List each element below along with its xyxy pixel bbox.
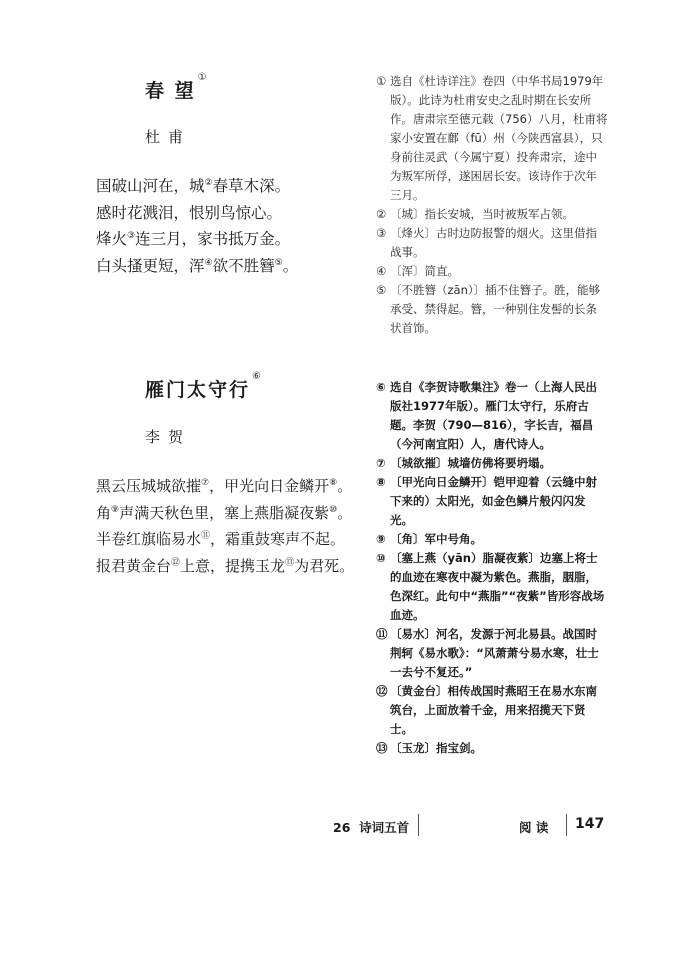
poem2-line-3: 半卷红旗临易水⑪，霜重鼓寒声不起。 bbox=[96, 530, 346, 548]
poem2-body bbox=[96, 473, 354, 579]
poem2-line-4: 报君黄金台⑫上意，提携玉龙⑬为君死。 bbox=[96, 556, 355, 575]
footnote-8: ⑧ 〔甲光向日金鳞开〕铠甲迎着（云缝中射下来的）太阳光，如金色鳞片般闪闪发光。 bbox=[376, 475, 597, 527]
poem1-author: 杜甫 bbox=[145, 128, 192, 146]
poem1-notes bbox=[376, 72, 608, 338]
poem1-line-2: 感时花溅泪，恨别鸟惊心。 bbox=[96, 203, 283, 222]
footnote-2: ② 〔城〕指长安城，当时被叛军占领。 bbox=[376, 207, 574, 221]
footnote-6: ⑥ 选自《李贺诗歌集注》卷一（上海人民出版社1977年版）。雁门太守行，乐府古题。李贺（790—816），字长吉，福昌（今河南宜阳）人，唐代诗人。 bbox=[376, 380, 597, 451]
poem1-title-mark: ① bbox=[197, 72, 209, 83]
footnote-10: ⑩ 〔塞上燕（yān）脂凝夜紫〕边塞上将士的血迹在寒夜中凝为紫色。燕脂，胭脂，色深红。此句中“燕脂”“夜紫”皆形容战场血迹。 bbox=[376, 551, 605, 622]
footnote-11: ⑪ 〔易水〕河名，发源于河北易县。战国时荆轲《易水歌》：“风萧萧兮易水寒，壮士一去兮不复还。” bbox=[376, 627, 599, 679]
poem1-body bbox=[96, 173, 298, 279]
section-label: 阅 读 bbox=[519, 820, 549, 835]
footnote-3: ③ 〔烽火〕古时边防报警的烟火。这里借指战事。 bbox=[376, 226, 597, 259]
poem1-line-3: 烽火③连三月，家书抵万金。 bbox=[96, 230, 291, 248]
footnote-13: ⑬ 〔玉龙〕指宝剑。 bbox=[376, 741, 482, 755]
footnote-5: ⑤ 〔不胜簪（zān）〕插不住簪子。胜，能够承受、禁得起。簪，一种别住发髻的长条状首饰。 bbox=[376, 283, 601, 335]
poem2-title bbox=[145, 371, 263, 402]
poem1-title-text: 春 望 bbox=[145, 80, 196, 102]
poem2-author: 李贺 bbox=[145, 428, 192, 446]
footer-divider-right bbox=[566, 814, 567, 836]
poem2-notes bbox=[376, 378, 608, 758]
footnote-12: ⑫ 〔黄金台〕相传战国时燕昭王在易水东南筑台，上面放着千金，用来招揽天下贤士。 bbox=[376, 684, 597, 736]
footnote-9: ⑨ 〔角〕军中号角。 bbox=[376, 532, 482, 546]
poem1-title bbox=[145, 72, 209, 103]
poem2-line-1: 黑云压城城欲摧⑦，甲光向日金鳞开⑧。 bbox=[96, 477, 353, 495]
poem2-title-text: 雁门太守行 bbox=[145, 379, 251, 401]
footnote-7: ⑦ 〔城欲摧〕城墙仿佛将要坍塌。 bbox=[376, 456, 551, 470]
poem2-title-mark: ⑥ bbox=[252, 371, 263, 382]
footer-divider-left bbox=[418, 814, 419, 836]
footnote-1: ① 选自《杜诗详注》卷四（中华书局1979年版）。此诗为杜甫安史之乱时期在长安所作。唐肃宗至德元载（756）八月，杜甫将家小安置在鄜（fū）州（今陕西富县），只身前往灵武（今属宁夏）投奔肃宗，途中为叛军所俘，遂困居长安。该诗作于次年三月。 bbox=[376, 74, 608, 202]
lesson-label: 26 诗词五首 bbox=[333, 820, 410, 835]
poem2-line-2: 角⑨声满天秋色里，塞上燕脂凝夜紫⑩。 bbox=[96, 503, 353, 522]
page-number: 147 bbox=[575, 816, 605, 832]
poem1-line-1: 国破山河在，城②春草木深。 bbox=[96, 177, 291, 195]
footnote-4: ④ 〔浑〕简直。 bbox=[376, 264, 459, 278]
poem1-line-4: 白头搔更短，浑④欲不胜簪⑤。 bbox=[96, 256, 299, 275]
